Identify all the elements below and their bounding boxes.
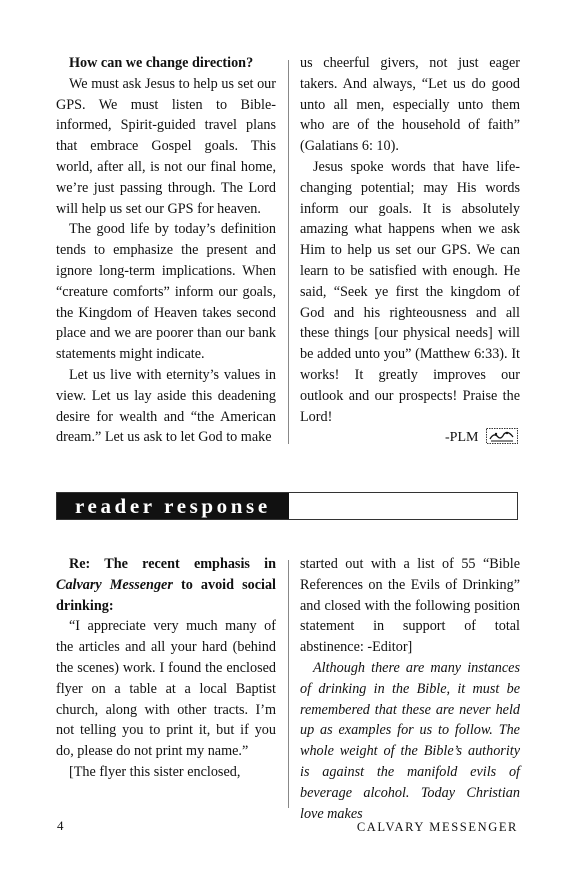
article-paragraph: Let us live with eternity’s values in view. Let us lay aside this deadening desire for wealth and “the American dream.” Let us ask to let God to make bbox=[56, 366, 276, 446]
flyer-quote bbox=[300, 658, 520, 824]
publication-name: Calvary Messenger bbox=[56, 576, 173, 593]
flyer-quote-text: Although there are many instances of drinking in the Bible, it must be remembered that these are never held up as examples for us to follow. The whole weight of the Bible’s authority is against the manifold evils of beverage alcohol. Today Christian love makes bbox=[300, 659, 520, 822]
running-title: CALVARY MESSENGER bbox=[356, 820, 518, 834]
heading-text: to avoid social drinking: bbox=[56, 576, 277, 614]
column-divider bbox=[288, 60, 289, 444]
section-banner-fill bbox=[57, 493, 289, 519]
section-title: reader response bbox=[75, 494, 271, 518]
reader-response-heading bbox=[56, 554, 276, 616]
section-banner bbox=[56, 492, 518, 520]
article-column-2 bbox=[300, 53, 520, 427]
article-paragraph: We must ask Jesus to help us set our GPS. We must listen to Bible-informed, Spirit-guided travel plans that embrace Gospel goals. This world, after all, is not our final home, we’re just passing through. The Lord will help us set our GPS for heaven. bbox=[56, 75, 276, 217]
page-number: 4 bbox=[57, 818, 64, 833]
article-heading: How can we change direction? bbox=[69, 55, 254, 71]
column-divider bbox=[288, 560, 289, 808]
editor-note: started out with a list of 55 “Bible References on the Evils of Drinking” and closed with the following position statement in support of total abstinence: -Editor] bbox=[300, 556, 520, 656]
publisher-ornament-icon bbox=[486, 428, 518, 444]
author-signature: -PLM bbox=[445, 430, 479, 445]
article-column-1 bbox=[56, 53, 276, 448]
article-paragraph: The good life by today’s definition tends to emphasize the present and ignore long-term implications. When “creature comforts” inform our goals, the Kingdom of Heaven takes second place and we are poorer than our bank statements might indicate. bbox=[56, 221, 276, 363]
reader-letter: “I appreciate very much many of the articles and all your hard (behind the scenes) work. I found the enclosed flyer on a table at a local Baptist church, along with other tracts. I’m not telling you to print it, but if you do, please do not print my name.” bbox=[56, 618, 276, 760]
editor-note: [The flyer this sister enclosed, bbox=[69, 763, 241, 780]
article-paragraph: Jesus spoke words that have life-changing potential; may His words inform our goals. It is absolutely amazing what happens when we ask Him to help us set our GPS. We can learn to be satisfied with enough. He said, “Seek ye first the kingdom of God and his righteousness and all these things [our physical needs] will be added unto you” (Matthew 6:33). It works! It greatly improves our outlook and our prospects! Praise the Lord! bbox=[300, 158, 520, 425]
reader-response-column-1 bbox=[56, 554, 276, 783]
article-paragraph: us cheerful givers, not just eager takers. And always, “Let us do good unto all men, especially unto them who are of the household of faith” (Galatians 6: 10). bbox=[300, 55, 520, 155]
heading-text: Re: The recent emphasis in bbox=[69, 556, 276, 572]
reader-response-column-2 bbox=[300, 554, 520, 824]
